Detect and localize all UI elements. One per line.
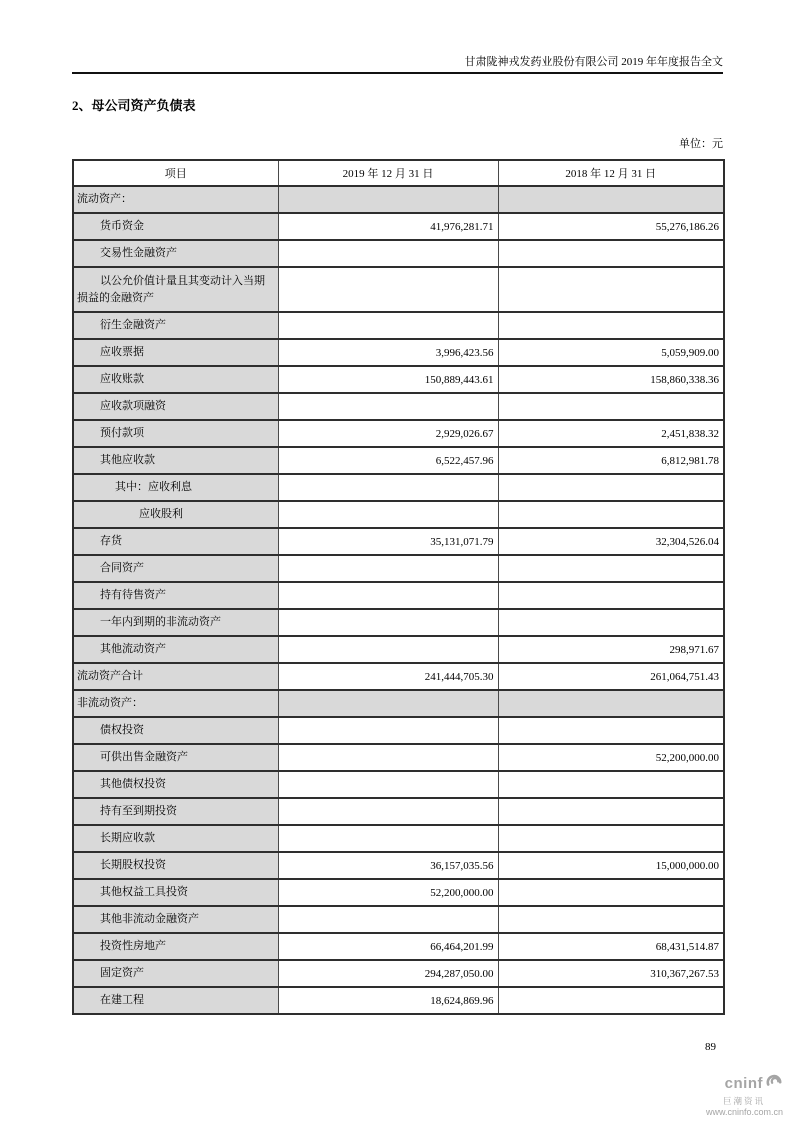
row-value-2018: 298,971.67: [498, 636, 724, 663]
row-value-2018: [498, 825, 724, 852]
row-value-2019: [278, 267, 498, 312]
table-row: [73, 420, 724, 447]
row-value-2019: [278, 636, 498, 663]
table-row: [73, 447, 724, 474]
section-title: 2、母公司资产负债表: [72, 98, 196, 113]
row-label: 其他权益工具投资: [73, 879, 278, 906]
row-value-2019: 35,131,071.79: [278, 528, 498, 555]
row-value-2019: 52,200,000.00: [278, 879, 498, 906]
row-value-2018: [498, 906, 724, 933]
row-label: 预付款项: [73, 420, 278, 447]
row-value-2018: [498, 987, 724, 1014]
row-value-2019: [278, 906, 498, 933]
column-header-2019: 2019 年 12 月 31 日: [278, 160, 498, 186]
row-value-2019: [278, 771, 498, 798]
row-label: 持有待售资产: [73, 582, 278, 609]
table-row: [73, 852, 724, 879]
row-label: 衍生金融资产: [73, 312, 278, 339]
row-value-2018: 6,812,981.78: [498, 447, 724, 474]
table-body: [73, 186, 724, 1014]
table-row: [73, 312, 724, 339]
row-label: 长期股权投资: [73, 852, 278, 879]
table-row: [73, 987, 724, 1014]
table-row: [73, 798, 724, 825]
row-label: 持有至到期投资: [73, 798, 278, 825]
table-row: [73, 240, 724, 267]
row-value-2019: [278, 186, 498, 213]
table-row: [73, 267, 724, 312]
row-label: 投资性房地产: [73, 933, 278, 960]
cninfo-logo: [706, 1072, 783, 1118]
row-value-2019: [278, 582, 498, 609]
row-value-2019: 2,929,026.67: [278, 420, 498, 447]
table-row: [73, 771, 724, 798]
row-value-2018: [498, 798, 724, 825]
row-value-2018: [498, 690, 724, 717]
row-value-2018: [498, 555, 724, 582]
row-label: 债权投资: [73, 717, 278, 744]
table-row: [73, 393, 724, 420]
page-number: 89: [705, 1041, 716, 1053]
row-label: 合同资产: [73, 555, 278, 582]
row-label: 可供出售金融资产: [73, 744, 278, 771]
row-label: 应收票据: [73, 339, 278, 366]
cninfo-logo-text: cninf: [724, 1074, 763, 1092]
row-value-2019: 18,624,869.96: [278, 987, 498, 1014]
table-row: [73, 690, 724, 717]
row-value-2019: [278, 501, 498, 528]
row-value-2019: 241,444,705.30: [278, 663, 498, 690]
row-value-2018: 52,200,000.00: [498, 744, 724, 771]
row-value-2018: [498, 312, 724, 339]
row-value-2019: 36,157,035.56: [278, 852, 498, 879]
row-value-2018: 310,367,267.53: [498, 960, 724, 987]
row-value-2019: [278, 474, 498, 501]
page-header-title: 甘肃陇神戎发药业股份有限公司 2019 年年度报告全文: [464, 56, 723, 68]
table-row: [73, 717, 724, 744]
cninfo-logo-url: www.cninfo.com.cn: [705, 1107, 783, 1117]
row-value-2018: 55,276,186.26: [498, 213, 724, 240]
table-row: [73, 933, 724, 960]
row-value-2018: 68,431,514.87: [498, 933, 724, 960]
row-label: 存货: [73, 528, 278, 555]
row-value-2019: 41,976,281.71: [278, 213, 498, 240]
table-row: [73, 960, 724, 987]
row-value-2018: 32,304,526.04: [498, 528, 724, 555]
row-value-2018: 158,860,338.36: [498, 366, 724, 393]
row-value-2019: 3,996,423.56: [278, 339, 498, 366]
row-value-2019: [278, 555, 498, 582]
row-value-2018: [498, 771, 724, 798]
column-header-item: 项目: [73, 160, 278, 186]
row-label: 非流动资产：: [73, 690, 278, 717]
row-value-2018: [498, 393, 724, 420]
row-label: 一年内到期的非流动资产: [73, 609, 278, 636]
row-value-2019: 150,889,443.61: [278, 366, 498, 393]
table-row: [73, 186, 724, 213]
row-value-2019: [278, 825, 498, 852]
row-value-2019: 294,287,050.00: [278, 960, 498, 987]
row-value-2018: 2,451,838.32: [498, 420, 724, 447]
row-label: 应收款项融资: [73, 393, 278, 420]
table-row: [73, 663, 724, 690]
row-value-2019: [278, 609, 498, 636]
row-value-2019: 6,522,457.96: [278, 447, 498, 474]
row-label: 其他应收款: [73, 447, 278, 474]
table-row: [73, 744, 724, 771]
row-value-2019: [278, 312, 498, 339]
row-label: 其他债权投资: [73, 771, 278, 798]
row-value-2019: [278, 690, 498, 717]
row-label: 长期应收款: [73, 825, 278, 852]
row-value-2018: [498, 186, 724, 213]
row-value-2018: 261,064,751.43: [498, 663, 724, 690]
row-value-2019: 66,464,201.99: [278, 933, 498, 960]
row-label: 固定资产: [73, 960, 278, 987]
table-row: [73, 474, 724, 501]
row-value-2019: [278, 744, 498, 771]
row-value-2019: [278, 798, 498, 825]
table-row: [73, 582, 724, 609]
row-label: 货币资金: [73, 213, 278, 240]
unit-label: 单位：元: [679, 138, 723, 150]
row-label: 流动资产合计: [73, 663, 278, 690]
row-value-2018: [498, 240, 724, 267]
row-label: 以公允价值计量且其变动计入当期损益的金融资产: [73, 267, 278, 312]
table-header-row: [73, 160, 724, 186]
cninfo-swirl-icon: [765, 1072, 783, 1095]
row-value-2019: [278, 717, 498, 744]
row-value-2018: [498, 501, 724, 528]
row-value-2018: 5,059,909.00: [498, 339, 724, 366]
table-row: [73, 501, 724, 528]
table-row: [73, 366, 724, 393]
row-label: 在建工程: [73, 987, 278, 1014]
row-label: 交易性金融资产: [73, 240, 278, 267]
row-label: 流动资产：: [73, 186, 278, 213]
balance-sheet-table: [72, 159, 725, 1015]
table-row: [73, 339, 724, 366]
table-row: [73, 528, 724, 555]
table-row: [73, 213, 724, 240]
cninfo-logo-top: [725, 1072, 783, 1095]
row-label: 应收股利: [73, 501, 278, 528]
row-value-2018: [498, 582, 724, 609]
row-label: 其他流动资产: [73, 636, 278, 663]
row-value-2018: [498, 267, 724, 312]
column-header-2018: 2018 年 12 月 31 日: [498, 160, 724, 186]
row-value-2018: [498, 879, 724, 906]
row-label: 应收账款: [73, 366, 278, 393]
header-rule: [72, 72, 723, 74]
row-value-2018: [498, 474, 724, 501]
row-label: 其中：应收利息: [73, 474, 278, 501]
row-value-2019: [278, 393, 498, 420]
cninfo-logo-subtext: 巨潮资讯: [722, 1096, 765, 1106]
table-row: [73, 906, 724, 933]
row-value-2018: [498, 609, 724, 636]
row-value-2019: [278, 240, 498, 267]
row-label: 其他非流动金融资产: [73, 906, 278, 933]
row-value-2018: [498, 717, 724, 744]
table-row: [73, 636, 724, 663]
table-row: [73, 825, 724, 852]
table-row: [73, 879, 724, 906]
table-row: [73, 609, 724, 636]
row-value-2018: 15,000,000.00: [498, 852, 724, 879]
table-row: [73, 555, 724, 582]
